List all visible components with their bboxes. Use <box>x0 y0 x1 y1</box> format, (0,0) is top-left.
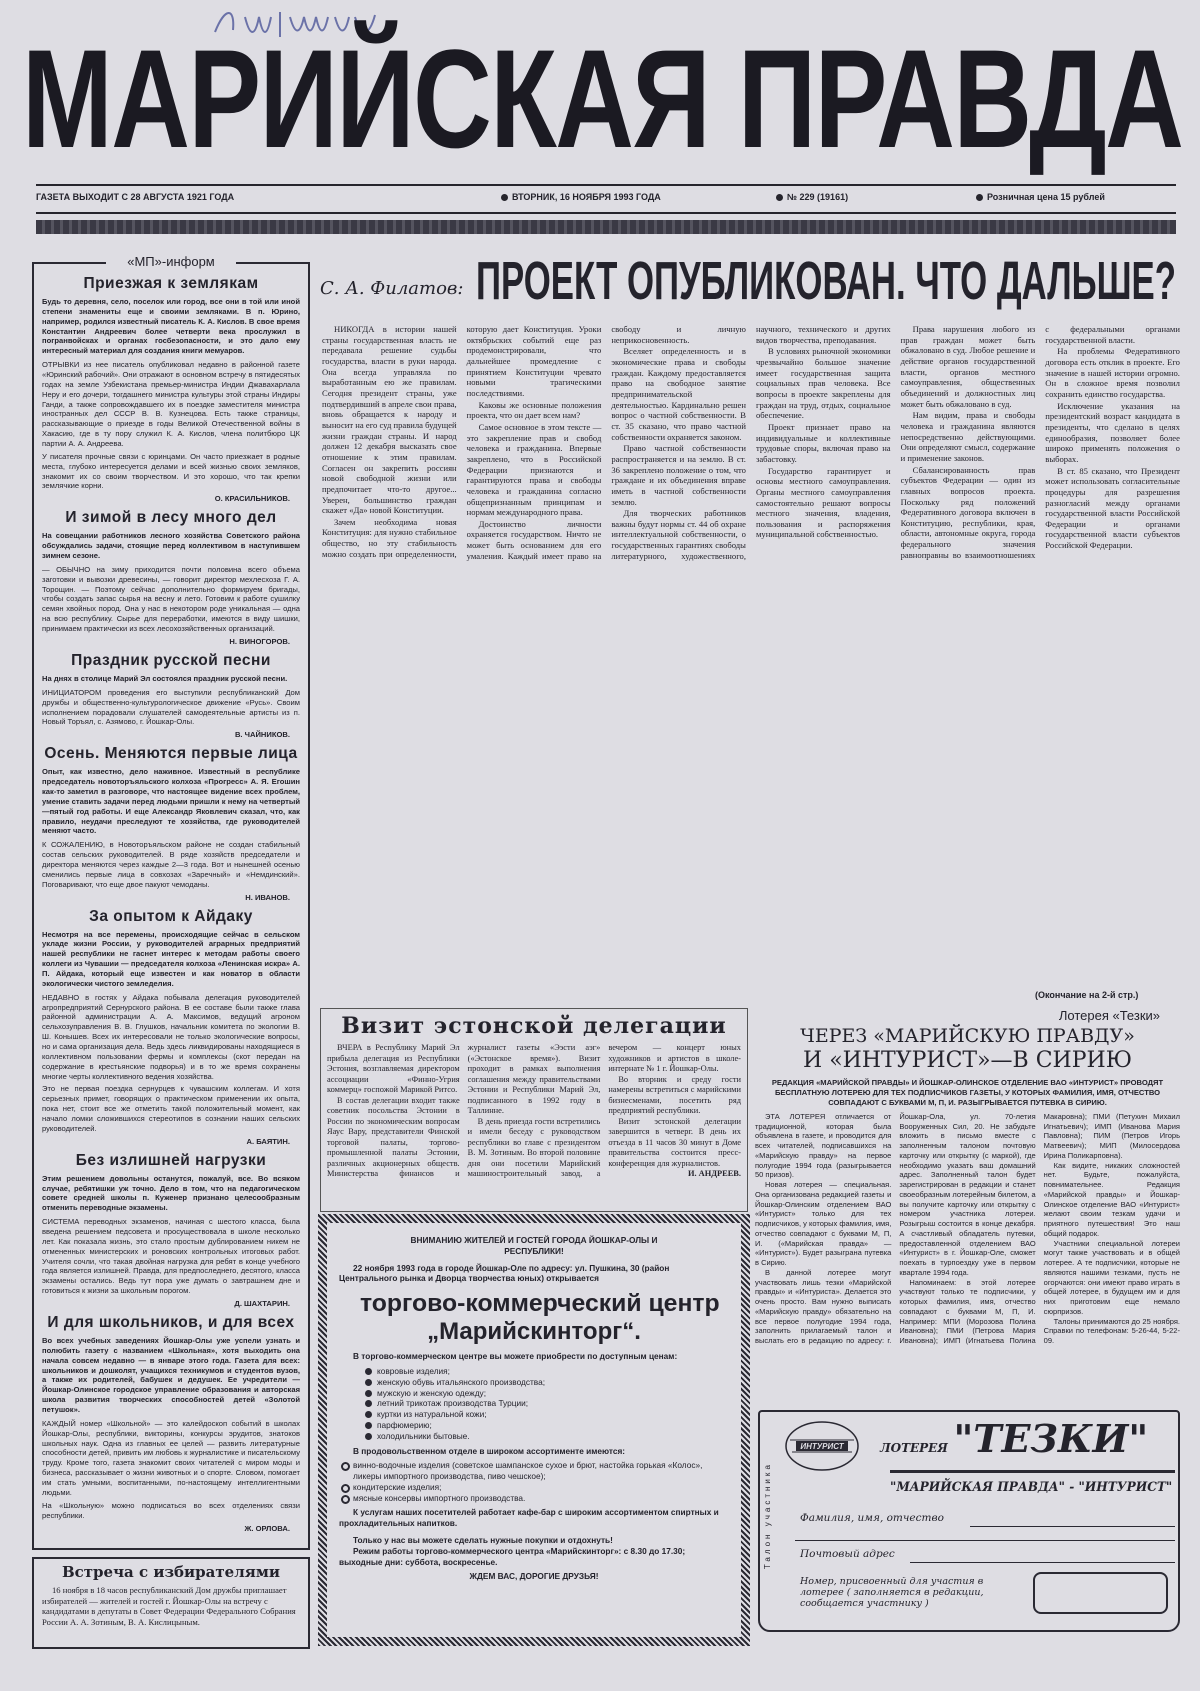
decorative-bar <box>36 220 1176 234</box>
article-paragraph: НЕДАВНО в гостях у Айдака побывала делегация руководителей агропредприятий Сернурского района. В ее составе были также глава районной администрации А. А. Максимов, ведущий агроном сельхозуправления В. В. Глушков, начальник комитета по экологии В. Ш. Конышев. Всех их интересовали не только экологические вопросы, но и сама организация дела. Ведь здесь ликвидированы находящиеся в коллективном пользовании фермы и комплексы (скот передан на содержание в крестьянские подворья) и в то же время сохранены многие черты коллективного ведения хозяйства. <box>42 992 300 1081</box>
article-paragraph: Вселяет определенность и в экономические права и свободы граждан. Каждому предоставляется право на свободное занятие предпринимательской деятельностью. Кардинально решен вопрос о частной собственности. В ст. 35 сказано, что право частной собственности охраняется законом. <box>611 346 746 442</box>
article-paragraph: Права нарушения любого из прав граждан может быть обжаловано в суд. Любое решение и действие органов государственной власти, органов местного самоуправления, общественных объединений и должностных лиц может быть обжаловано в суд. <box>900 324 1036 409</box>
article-paragraph: Достоинство личности охраняется государством. Ничто не может быть основанием для его умаления. Каждый имеет право на свободу и личную неприкосновенность. <box>466 324 746 561</box>
food-item: мясные консервы импортного производства. <box>339 1493 729 1504</box>
article-paragraph: ИНИЦИАТОРОМ проведения его выступили республиканский Дом дружбы и общественно-культурологическое движение «Русь». Своим исполнением порадовали слушателей самодеятельные артисты из п. Новый Торъял, с. Азямово, г. Йошкар-Олы. <box>42 687 300 727</box>
goods-list <box>363 1366 729 1441</box>
article-paragraph: Как видите, никаких сложностей нет. Будьте, пожалуйста, повнимательнее. Редакция «Марийской правды» и Йошкар-Олинское отделение ВАО «Интурист» желают своим тезкам удачи и приятного путешествия! Это наш общий подарок. <box>1043 1160 1180 1238</box>
article-title: Приезжая к землякам <box>83 275 259 292</box>
food-item: винно-водочные изделия (советское шампанское сухое и брют, настойка горькая «Колос», ликеры импортного производства, пиво чешское); <box>339 1460 729 1482</box>
goods-item: ковровые изделия; <box>363 1366 729 1377</box>
address-input-line[interactable] <box>910 1562 1175 1563</box>
continued-note: (Окончание на 2-й стр.) <box>1035 990 1139 1000</box>
article-signature: Ж. ОРЛОВА. <box>244 1523 290 1533</box>
ad-only: Только у нас вы можете сделать нужные покупки и отдохнуть! <box>353 1535 613 1546</box>
lottery-article <box>755 1008 1180 1380</box>
visit-title: Визит эстонской делегации <box>341 1013 727 1039</box>
article-title: Праздник русской песни <box>71 651 271 669</box>
article-title: И зимой в лесу много дел <box>65 509 277 527</box>
lottery-coupon <box>758 1410 1180 1632</box>
meeting-title: Встреча с избирателями <box>61 1563 281 1581</box>
article-signature: В. ЧАЙНИКОВ. <box>234 730 290 740</box>
article-paragraph: Государство гарантирует и основы местного самоуправления. Органы местного самоуправления самостоятельно решают вопросы местного значения, владения, пользования и распоряжения муниципальной собственностью. <box>755 465 891 540</box>
article-lead: Во всех учебных заведениях Йошкар-Олы уже успели узнать и полюбить газету с названием «Школьная», хотя выходить она начала совсем недавно — в январе этого года. Газета для всех: школьников и дошколят, учащихся техникумов и студентов вузов, а также их родителей, бабушек и дедушек. Ее учредители — Йошкар-Олинское городское управление образования и авторская школа развития творческих способностей детей «Золотой петушок». <box>42 1336 300 1415</box>
ad-notice: ВНИМАНИЮ ЖИТЕЛЕЙ И ГОСТЕЙ ГОРОДА ЙОШКАР-ОЛЫ И РЕСПУБЛИКИ! <box>410 1235 658 1256</box>
article-paragraph: Проект признает право на индивидуальные и коллективные трудовые споры, включая право на забастовку. <box>755 421 891 464</box>
article-paragraph: Зачем необходима новая Конституция: для нужно стабильное общество, но эту стабильность можно создать при определенности, которую дает Конституция. Уроки октябрьских событий еще раз продемонстрировали, что дальнейшее промедление с принятием Конституции чревато новыми трагическими последствиями. <box>322 324 602 559</box>
coupon-side-label: Талон участника <box>763 1462 772 1570</box>
name-input-line[interactable] <box>970 1526 1175 1527</box>
article-title: Осень. Меняются первые лица <box>44 745 298 763</box>
article-paragraph: Сбалансированность прав субъектов Федерации — один из главных вопросов проекта. Поскольку ряд положений Федеративного договора включен в Конституцию, республики, края, области, автономные округа, города федерального значения равноправны во взаимоотношениях с федеральными органами государственной власти. <box>900 324 1180 560</box>
ad-closing: ЖДЕМ ВАС, ДОРОГИЕ ДРУЗЬЯ! <box>469 1571 599 1582</box>
article-paragraph: Участники специальной лотереи могут также участвовать и в общей лотерее. А те подписчики, которые не являются нашими тезками, пусть не огорчаются: они имеют право играть в общей лотерее, в будущем им и для них приготовим еще немало сюрпризов. <box>1043 1238 1180 1316</box>
article-signature: О. КРАСИЛЬНИКОВ. <box>214 494 290 504</box>
divider <box>36 184 1176 186</box>
founded-text: ГАЗЕТА ВЫХОДИТ С 28 АВГУСТА 1921 ГОДА <box>36 192 235 202</box>
goods-item: холодильники бытовые. <box>363 1431 729 1442</box>
article-paragraph: В условиях рыночной экономики чрезвычайно большое значение имеет государственная защита социальных прав человека. Все вопросы в проекте закреплены для граждан на труд, отдых, социальное обеспечение. <box>755 346 891 421</box>
goods-item: куртки из натуральной кожи; <box>363 1409 729 1420</box>
divider <box>890 1470 1175 1473</box>
article-paragraph: В ст. 85 сказано, что Президент может использовать согласительные процедуры для разрешения разногласий между органами государственной власти Российской Федерации и органами государственной власти субъектов Российской Федерации. <box>1045 465 1180 551</box>
main-article-body <box>322 324 1180 984</box>
article-paragraph: У писателя прочные связи с юринцами. Он часто приезжает в родные места, глубоко интересуется делами и всей жизнью своих земляков, знакомит их со своим творчеством. И это хорошо, что так крепки землячкие корни. <box>42 451 300 491</box>
coupon-brand: ЛОТЕРЕЯ <box>880 1441 948 1455</box>
article-paragraph: В состав делегации входит также советник посольства Эстонии в России по экономическим вопросам Яаус Вару, представители Финской торговой палаты, торгово-промышленной палаты Эстонии, различных акционерных обществ. Министерства финансов и журналист газеты «Ээсти аэг» («Эстонское время»). Визит проходит в рамках выполнения соглашения между правительствами Эстонии и Республики Марий Эл, подписанного в 1992 году в Таллинне. <box>327 1043 601 1178</box>
article-paragraph: Напоминаем: в этой лотерее участвуют только те подписчики, у которых фамилия, имя, отчество совпадают с буквами М, П, И. Например: МПИ (Морозова Полина Ивановна); ПМИ (Петрова Мария Ивановна); ИМП (Игнатьева Полина Макаровна); ПМИ (Петухин Михаил Игнатьевич); ИМП (Иванова Мария Павловна); ПИМ (Петров Игорь Матвеевич); МИП (Милосердова Ирина Поликарповна). <box>899 1111 1180 1346</box>
article-paragraph: ВЧЕРА в Республику Марий Эл прибыла делегация из Республики Эстония, возглавляемая директором ассоциации «Финно-Угрия коммерц» госпожой Марикой Ритсо. <box>327 1043 460 1094</box>
meeting-body: 16 ноября в 18 часов республиканский Дом дружбы приглашает избирателей — жителей и гостей г. Йошкар-Олы на встречу с кандидатами в депутаты в Совет Федерации Федерального Собрания России А. А. Зотиным, В. А. Кислицыным. <box>42 1585 296 1628</box>
goods-item: парфюмерию; <box>363 1420 729 1431</box>
visit-body <box>321 1043 747 1180</box>
goods-item: летний трикотаж производства Турции; <box>363 1398 729 1409</box>
coupon-field-number-label: Номер, присвоенный для участия в лотерее ( заполняется в редакции, сообщается участнику ) <box>800 1576 984 1609</box>
article-paragraph: На «Школьную» можно подписаться во всех отделениях связи республики. <box>42 1500 300 1520</box>
meeting-notice <box>32 1557 310 1649</box>
lottery-headline-1: ЧЕРЕЗ «МАРИЙСКУЮ ПРАВДУ» <box>800 1025 1135 1047</box>
food-list <box>339 1460 729 1503</box>
article-paragraph: Это не первая поездка сернурцев к чувашским коллегам. И хотя серьезных примет, говорящих о практическом применении их опыта, пока нет, стоит все же отметить такой положительный момент, как начало ломки сложившихся стереотипов в сознании наших сельских руководителей. <box>42 1084 300 1133</box>
masthead <box>22 18 1200 180</box>
advertisement <box>318 1214 750 1646</box>
newspaper-title: МАРИЙСКАЯ ПРАВДА <box>22 20 1183 177</box>
goods-item: женскую обувь итальянского производства; <box>363 1377 729 1388</box>
article-signature: А. БАЯТИН. <box>246 1136 290 1146</box>
article-title: И для школьников, и для всех <box>47 1314 295 1332</box>
article-paragraph: В день приезда гости встретились и имели беседу с руководством республики во главе с президентом В. М. Зотиным. Во второй половине дня они посетили Марийский машиностроительный завод, а вечером — концерт юных художников и артистов в школе-интернате № 1 г. Йошкар-Олы. <box>467 1043 741 1178</box>
ad-name-line1: торгово-коммерческий центр <box>359 1290 720 1318</box>
lottery-kicker: Лотерея «Тезки» <box>1058 1008 1160 1023</box>
visit-article <box>320 1008 748 1212</box>
column-kicker: «МП»-информ <box>106 254 236 269</box>
article-paragraph: Талоны принимаются до 25 ноября. Справки по телефонам: 5-26-44, 5-22-09. <box>1043 1316 1180 1346</box>
divider <box>36 212 1176 214</box>
main-headline-text: ПРОЕКТ ОПУБЛИКОВАН. ЧТО ДАЛЬШЕ? <box>476 251 1176 311</box>
article-signature: И. АНДРЕЕВ. <box>687 1169 741 1178</box>
goods-item: мужскую и женскую одежду; <box>363 1388 729 1399</box>
article-lead: Опыт, как известно, дело наживное. Известный в республике председатель новоторъяльского колхоза «Прогресс» А. Я. Егошин как-то заметил в разговоре, что настоящее видение всех проблем, умение ставить задачи перед людьми пришли к нему на четвертый—пятый год работы. И еще Александр Яковлевич сказал, что, как правило, неудачи преследуют те хозяйства, где руководителей меняют часто. <box>42 767 300 836</box>
ad-hours: Режим работы торгово-коммерческого центра «Марийскинторг»: с 8.30 до 17.30; выходные дни: суббота, воскресенье. <box>339 1545 686 1567</box>
article-paragraph: Визит эстонской делегации завершится в четверг. В день их отъезда в 11 часов 30 минут в Доме правительства состоится пресс-конференция для журналистов. <box>608 1116 741 1168</box>
article-signature: Н. ИВАНОВ. <box>245 892 290 902</box>
ad-offer: В торгово-коммерческом центре вы можете приобрести по доступным ценам: <box>353 1351 678 1362</box>
participant-number-box[interactable] <box>1033 1572 1168 1614</box>
article-paragraph: Во вторник и среду гости намерены встретиться с марийскими бизнесменами, посетить ряд предприятий республики. <box>608 1074 741 1115</box>
article-paragraph: Каковы же основные положения проекта, что он дает всем нам? <box>466 399 602 421</box>
article-title: За опытом к Айдаку <box>89 907 253 925</box>
food-item: кондитерские изделия; <box>339 1482 729 1493</box>
lottery-headline-2: И «ИНТУРИСТ»—В СИРИЮ <box>803 1047 1132 1073</box>
article-title: Без излишней нагрузки <box>75 1151 267 1169</box>
article-signature: Д. ШАХТАРИН. <box>234 1299 290 1309</box>
ad-name-line2: „Марийскинторг“. <box>427 1317 641 1345</box>
article-paragraph: ЭТА ЛОТЕРЕЯ отличается от традиционной, которая была объявлена в газете, и проводится для всех читателей, подписавшихся на «Марийскую правду» на первое полугодие 1994 года (разыгрывается 50 призов). <box>755 1111 892 1180</box>
info-column <box>32 254 310 1550</box>
issue-info-bar <box>36 192 1176 202</box>
article-lead: Этим решением довольны останутся, пожалуй, все. Во всяком случае, ребятишки уж точно. Дело в том, что на педагогическом совете средней школы п. Куженер признано целесообразным отменить переводные экзамены. <box>42 1173 300 1213</box>
lottery-lead: РЕДАКЦИЯ «МАРИЙСКОЙ ПРАВДЫ» И ЙОШКАР-ОЛИНСКОЕ ОТДЕЛЕНИЕ ВАО «ИНТУРИСТ» ПРОВОДЯТ БЕСПЛАТНУЮ ЛОТЕРЕЮ ДЛЯ ТЕХ ПОДПИСЧИКОВ ГАЗЕТЫ, У КОТОРЫХ ФАМИЛИЯ, ИМЯ, ОТЧЕСТВО СОВПАДАЮТ С БУКВАМИ М, П, И. РАЗЫГРЫВАЕТСЯ ПУТЕВКА В СИРИЮ. <box>771 1078 1164 1107</box>
ad-cafe: К услугам наших посетителей работает кафе-бар с широким ассортиментом спиртных и прохладительных напитков. <box>339 1507 719 1529</box>
coupon-field-name-label: Фамилия, имя, отчество <box>800 1512 944 1524</box>
article-paragraph: Самое основное в этом тексте — это закрепление прав и свобод человека и гражданина. Впервые закреплено, что в Российской Федерации признаются и гарантируются права и свободы человека и гражданина согласно общепризнанным принципам и нормам международного права. <box>466 421 602 518</box>
article-lead: Несмотря на все перемены, происходящие сейчас в сельском укладе жизни России, у руководителей аграрных предприятий нашей республики не гаснет интерес к методам работы своего коллеги из Чувашии — председателя колхоза «Ленинская искра» А. П. Айдака, который еще известен и как новатор в области экологически чистого земледелия. <box>42 929 300 988</box>
issue-date: ВТОРНИК, 16 НОЯБРЯ 1993 ГОДА <box>512 192 661 202</box>
article-paragraph: ОТРЫВКИ из нее писатель опубликовал недавно в районной газете «Юринский рабочий». Они отражают в основном встречу в пятидесятых годах на земле Узбекистана премьер-министра Индии Джавахарлала Неру и его дочери, тогдашнего министра культуры этой страны Индиры Ганди, а также сопровождавшего их в поездке заместителя министра иностранных дел СССР В. В. Кузнецова. Есть также страницы, рассказывающие о приезде в годы Великой Отечественной войны в Хакасию, где в ту пору служил К. А. Кислов, члена политбюро ЦК партии А. А. Андреева. <box>42 360 300 449</box>
lottery-body <box>755 1112 1180 1380</box>
intourist-logo-text: ИНТУРИСТ <box>800 1442 844 1451</box>
article-lead: На днях в столице Марий Эл состоялся праздник русской песни. <box>42 673 288 683</box>
article-paragraph: НИКОГДА в истории нашей страны государственная власть не передавала решение судьбы государства, власти в руки народа. Она всегда управляла по выработанным ею же правилам. Сегодня президент страны, уже подтвердивший в апреле свои права, вновь обращается к народу и выносит на его суд правила будущей жизни граждан страны. И народ должен 12 декабря высказать свое отношение к этим правилам. Согласен он закрепить россиян новой свободной жизни или предпочитает что-то другое... Уверен, большинство граждан скажет «Да» новой Конституции. <box>322 324 457 516</box>
article-lead: На совещании работников лесного хозяйства Советского района обсуждались задачи, стоящие перед коллективом в наступившем зимнем сезоне. <box>42 531 300 561</box>
article-paragraph: Исключение указания на президентский возраст кандидата в президенты, что сделано в целях единообразия, позволяет более широко применять положения о выборах. <box>1045 400 1180 464</box>
article-paragraph: К СОЖАЛЕНИЮ, в Новоторъяльском районе не создан стабильный состав сельских руководителей. В ряде хозяйств председатели и директора меняются через каждые 2—3 года. Вот и нынешней осенью сменились первые лица в совхозах «Заречный» и «Немдинский». Поговаривают, что еще двое пакуют чемоданы. <box>42 840 300 889</box>
article-lead: Будь то деревня, село, поселок или город, все они в той или иной степени знамениты еще и своими земляками. В п. Юрино, например, родился известный писатель К. А. Кислов. В свое время Константин Андреевич более четверти века прослужил в погранвойсках и органах госбезопасности, и это дало ему интересный материал для создания книги мемуаров. <box>42 297 300 356</box>
article-paragraph: Для творческих работников важны будут нормы ст. 44 об охране интеллектуальной собственности, о государственных гарантиях свободы литературного, художественного, научного, технического и других видов творчества, преподавания. <box>611 324 891 561</box>
ad-intro: 22 ноября 1993 года в городе Йошкар-Оле по адресу: ул. Пушкина, 30 (район Центрального рынка и Дворца творчества юных) открывается <box>339 1262 670 1284</box>
issue-number: № 229 (19161) <box>787 192 849 202</box>
article-paragraph: — ОБЫЧНО на зиму приходится почти половина всего объема заготовки и вывозки древесины, — говорит директор мехлесхоза Г. А. Торощин. — Поэтому сейчас дополнительно формируем бригады, чтобы создать запас сырья на весну и лето. Готовим к работе сушилку семян хвойных пород. Она у нас в некотором роде уникальная — одна на всю республику. Сырье для переработки, имеются в виду шишки, принимаем практически из всех лесохозяйственных организаций. <box>42 564 300 634</box>
main-headline <box>476 251 1200 311</box>
article-paragraph: Новая лотерея — специальная. Она организована редакцией газеты и Йошкар-Олинским отделением ВАО «Интурист» только для тех подписчиков, у которых фамилия, имя, отчество совпадают с буквами М, П, И. («Марийская правда» — «Интурист»). Будет разыграна путевка в Сирию. <box>755 1180 892 1268</box>
article-paragraph: КАЖДЫЙ номер «Школьной» — это калейдоскоп событий в школах Йошкар-Олы, республики, викторины, конкурсы эрудитов, знатоков школьных наук. Одна из главных ее целей — развить литературные способности детей, привить им любовь к журналистике и писательскому труду. Кроме того, газета знакомит своих читателей с миром моды и бизнеса, рассказывает о жизни животных и о спорте. Словом, помогает им стать умными, воспитанными, по-настоящему интеллигентными людьми. <box>42 1418 300 1497</box>
coupon-subtitle: "МАРИЙСКАЯ ПРАВДА" - "ИНТУРИСТ" <box>890 1480 1173 1495</box>
article-signature: Н. ВИНОГОРОВ. <box>229 636 290 646</box>
article-paragraph: Нам видим, права и свободы человека и гражданина являются непосредственно действующими. Они определяют смысл, содержание и применение законов. <box>900 410 1036 463</box>
article-author: С. А. Филатов: <box>320 278 464 299</box>
coupon-field-address-label: Почтовый адрес <box>800 1548 895 1560</box>
divider <box>795 1540 1175 1541</box>
coupon-name: "ТЕЗКИ" <box>953 1416 1149 1461</box>
article-paragraph: В данной лотерее могут участвовать лишь тезки «Марийской правды» и «Интуриста». Делается это очень просто. Вам нужно выписать «Марийскую правду» обязательно на все первое полугодие 1994 года, заполнить прилагаемый талон и выслать его в редакцию по адресу: г. Йошкар-Ола, ул. 70-летия Вооруженных Сил, 20. Не забудьте вложить в письмо вместе с заполненным талоном почтовую карточку или открытку (с маркой), где необходимо указать ваш домашний адрес. Заполненный талон будет зарегистрирован в редакции и станет своеобразным лотерейным билетом, а вы получите карточку или открытку с номером участника лотереи. Розыгрыш состоится в конце декабря. А счастливый обладатель путевки, предоставленной отделением ВАО «Интурист» в г. Йошкар-Оле, сможет поехать в турпоездку уже в первом квартале 1994 года. <box>755 1111 1036 1346</box>
article-paragraph: СИСТЕМА переводных экзаменов, начиная с шестого класса, была введена решением педсовета и просуществовала в школе несколько лет. Как показала жизнь, это стало простым дублированием никем не отмененных министерских и роновских контрольных итоговых работ. Учителя сочли, что такая двойная нагрузка для ребят в конце учебного года является излишней. Правда, для предпоследнего, десятого, класса экзамены остались. Ведь тут пора уже думать о завтрашнем дне и готовиться к жизни за школьным порогом. <box>42 1217 300 1296</box>
food-header: В продовольственном отделе в широком ассортименте имеются: <box>353 1445 626 1456</box>
price: Розничная цена 15 рублей <box>987 192 1105 202</box>
article-paragraph: На проблемы Федеративного договора есть отклик в проекте. Его значение в нашей истории огромно. Он в сложное время позволил сохранить единство государства. <box>1045 346 1180 399</box>
intourist-logo <box>782 1418 862 1474</box>
article-paragraph: Право частной собственности распространяется и на землю. В ст. 36 закреплено положение о том, что граждане и их объединения вправе иметь в частной собственности землю. <box>611 443 746 507</box>
